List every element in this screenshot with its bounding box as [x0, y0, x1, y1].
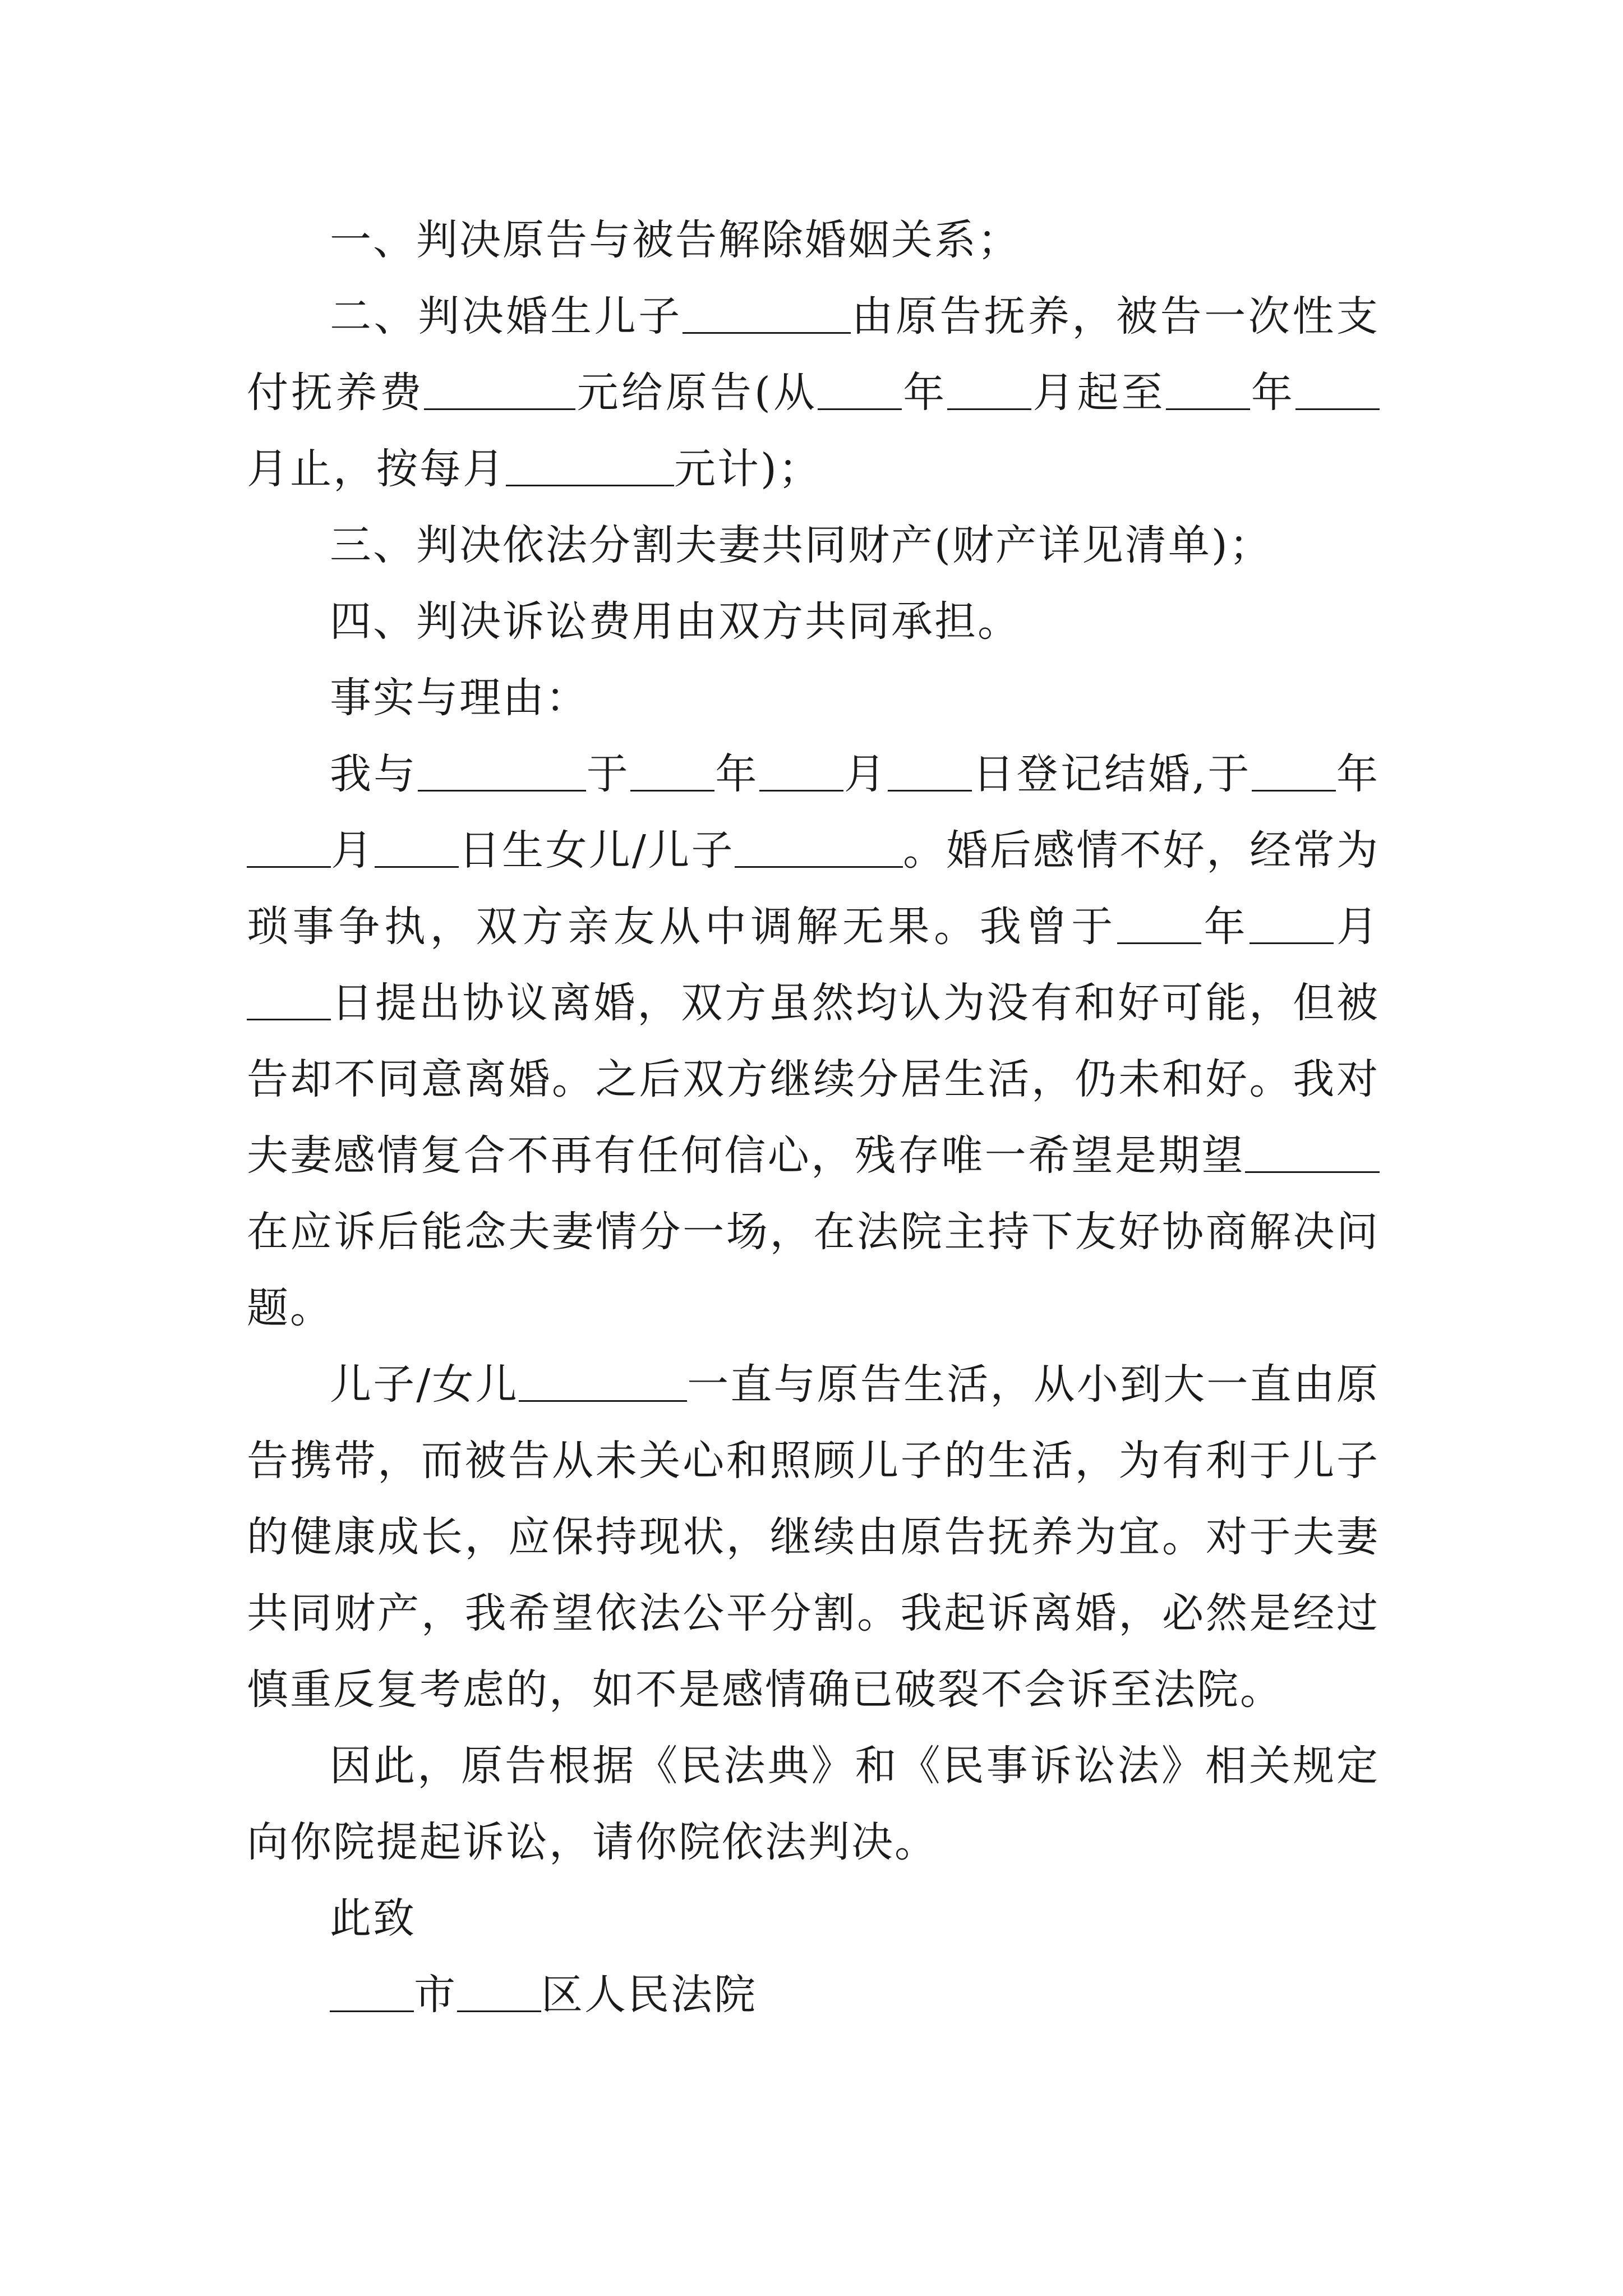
facts-text-8: 日生女儿/儿子 [458, 826, 735, 875]
end-year-label: 年 [1249, 369, 1296, 417]
claim-item-2-text-4: 元计)； [674, 445, 822, 493]
city-blank [330, 1971, 414, 2012]
facts-text-1: 我与 [330, 750, 418, 798]
claim-item-2-text-3: 元给原告(从 [575, 369, 818, 417]
court-name-text: 区人民法院 [541, 1971, 757, 2019]
start-year-blank [818, 369, 902, 410]
monthly-amount-blank [506, 445, 674, 486]
facts-paragraph [247, 736, 1380, 1346]
start-month-label: 月起至 [1031, 369, 1166, 417]
support-amount-blank [424, 369, 575, 410]
marriage-year-blank [630, 751, 714, 792]
child-name-blank-3 [519, 1361, 687, 1402]
marriage-month-blank [759, 751, 843, 792]
court-line [247, 1957, 1380, 2033]
facts-heading-text: 事实与理由： [330, 674, 589, 722]
facts-text-6: 年 [1335, 750, 1380, 798]
claim-item-3 [247, 507, 1380, 583]
end-month-blank [1295, 369, 1380, 410]
claim-item-4-text: 四、判决诉讼费用由双方共同承担。 [330, 597, 1021, 646]
closing-text: 此致 [330, 1894, 416, 1943]
facts-text-3: 年 [714, 750, 759, 798]
end-month-label: 月止，按每月 [247, 445, 506, 493]
facts-text-2: 于 [585, 750, 631, 798]
birth-month-blank [247, 827, 331, 868]
child-name-blank-2 [735, 827, 903, 868]
end-year-blank [1166, 369, 1250, 410]
defendant-name-blank [1245, 1132, 1380, 1173]
child-text-2: 一直与原告生活，从小到大一直由原告携带，而被告从未关心和照顾儿子的生活，为有利于儿子的健康成长，应保持现状，继续由原告抚养为宜。对于夫妻共同财产，我希望依法公平分割。我起诉离婚，必然是经过慎重反复考虑的，如不是感情确已破裂不会诉至法院。 [247, 1360, 1380, 1714]
child-paragraph [247, 1346, 1380, 1728]
facts-text-5: 日登记结婚,于 [972, 750, 1252, 798]
claim-item-2-text-2: 由原告抚养，被告一次性支付抚养费 [247, 292, 1380, 417]
claim-item-2-text-1: 二、判决婚生儿子 [330, 292, 683, 341]
birth-year-blank [1252, 751, 1336, 792]
document-body [247, 202, 1380, 2033]
start-month-blank [947, 369, 1031, 410]
facts-text-10: 年 [1201, 903, 1250, 951]
facts-text-4: 月 [843, 750, 888, 798]
facts-text-9: 。婚后感情不好，经常为琐事争执，双方亲友从中调解无果。我曾于 [247, 826, 1380, 951]
claim-item-1 [247, 202, 1380, 278]
divorce-day-blank [247, 979, 331, 1020]
facts-text-12: 日提出协议离婚，双方虽然均认为没有和好可能，但被告却不同意离婚。之后双方继续分居生活，仍未和好。我对夫妻感情复合不再有任何信心，残存唯一希望是期望 [247, 979, 1380, 1180]
divorce-year-blank [1117, 903, 1201, 944]
claim-item-1-text: 一、判决原告与被告解除婚姻关系； [330, 216, 1021, 264]
district-blank [457, 1971, 541, 2012]
facts-text-11: 月 [1334, 903, 1380, 951]
facts-text-13: 在应诉后能念夫妻情分一场，在法院主持下友好协商解决问题。 [247, 1208, 1380, 1332]
claim-item-4 [247, 583, 1380, 660]
conclusion-paragraph [247, 1728, 1380, 1880]
birth-day-blank [375, 827, 459, 868]
child-text-1: 儿子/女儿 [330, 1360, 519, 1409]
facts-heading [247, 660, 1380, 736]
start-year-label: 年 [902, 369, 948, 417]
conclusion-text: 因此，原告根据《民法典》和《民事诉讼法》相关规定向你院提起诉讼，请你院依法判决。 [247, 1742, 1380, 1866]
facts-text-7: 月 [331, 826, 375, 875]
child-name-blank [683, 293, 851, 334]
claim-item-2 [247, 278, 1380, 507]
spouse-name-blank [418, 751, 586, 792]
closing-line [247, 1880, 1380, 1957]
city-label: 市 [414, 1971, 457, 2019]
claim-item-3-text: 三、判决依法分割夫妻共同财产(财产详见清单)； [330, 521, 1272, 569]
divorce-month-blank [1249, 903, 1334, 944]
marriage-day-blank [888, 751, 972, 792]
